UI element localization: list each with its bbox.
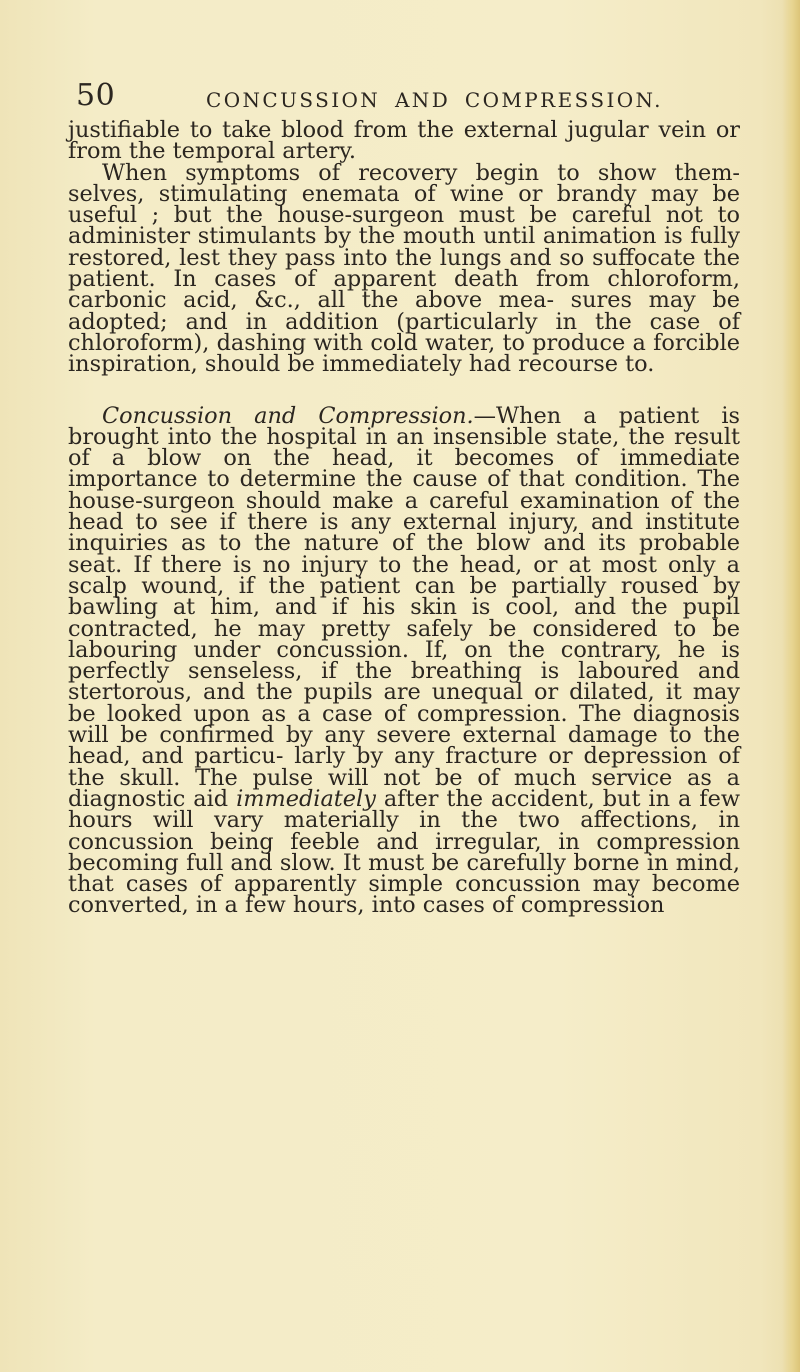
- page-header: [0, 78, 800, 118]
- paragraph-3: [68, 402, 741, 919]
- emphasis-immediately: immediately: [236, 785, 376, 812]
- paragraph-2: When symptoms of recovery begin to show them- selves, stimulating enemata of wine or brandy may be useful ; but the house-surgeon must be careful not to administer stimulants by the mouth until animation is fully restored, lest they pass into the lungs and so suffocate the patient. In cases of apparent death from chloroform, carbonic acid, &c., all the above mea- sures may be adopted; and in addition (particularly in the case of chloroform), dashing with cold water, to produce a forcible inspiration, should be immediately had recourse to.: [68, 159, 740, 378]
- paragraph-3-text-a: —When a patient is brought into the hospital in an insensible state, the result of a blow on the head, it becomes of immediate importance to determine the cause of that condition. The house-surgeon should make a careful examination of the head to see if there is any external injury, and institute inquiries as to the nature of the blow and its probable seat. If there is no injury to the head, or at most only a scalp wound, if the patient can be partially roused by bawling at him, and if his skin is cool, and the pupil contracted, he may pretty safely be considered to be labouring under concussion. If, on the contrary, he is perfectly senseless, if the breathing is laboured and stertorous, and the pupils are unequal or dilated, it may be looked upon as a case of compression. The diagnosis will be confirmed by any severe external damage to the head, and particu- larly by any fracture or depression of the skull. The pulse will not be of much service as a diagnostic aid: [68, 402, 740, 812]
- paragraph-1: justifiable to take blood from the external jugular vein or from the temporal artery.: [68, 117, 740, 165]
- paragraph-3-text-b: after the accident, but in a few hours will vary materially in the two affections, in concussion being feeble and irregular, in compression becoming full and slow. It must be carefully borne in mind, that cases of apparently simple concussion may become converted, in a few hours, into cases of compression: [68, 785, 741, 919]
- body-text: [68, 117, 741, 919]
- running-title: CONCUSSION AND COMPRESSION.: [206, 88, 663, 112]
- page-edge-shadow: [782, 0, 800, 1372]
- page-number: 50: [76, 78, 116, 113]
- section-heading: Concussion and Compression.: [102, 402, 474, 429]
